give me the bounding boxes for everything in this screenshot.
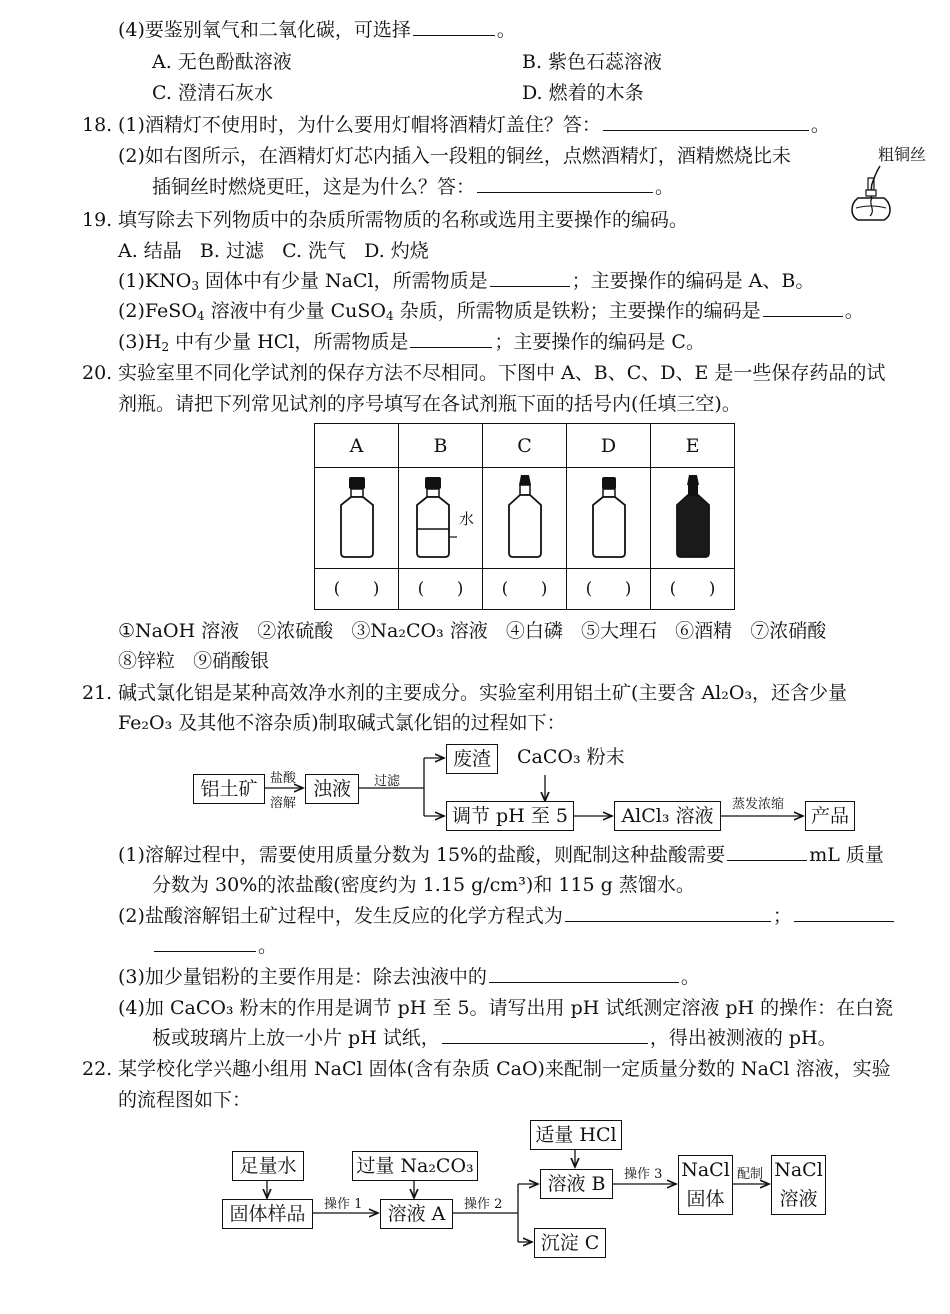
bottle-label: E — [651, 424, 735, 468]
flow-node-turbid: 浊液 — [305, 774, 359, 804]
option-b: B. 紫色石蕊溶液 — [522, 51, 663, 73]
flow-node-product: 产品 — [805, 801, 855, 831]
q19-part3: $(3)H_2$ 中有少量 HCl，所需物质是 ；主要操作的编码是 C。 — [118, 331, 705, 354]
answer-paren[interactable]: ( ) — [567, 569, 651, 610]
option-d: D. 燃着的木条 — [522, 82, 644, 104]
arrow-label-evaporate: 蒸发浓缩 — [732, 797, 785, 812]
arrow-label-prepare: 配制 — [737, 1167, 764, 1182]
flow-node-na2co3: 过量 Na₂CO₃ — [352, 1151, 478, 1181]
question-number: 21. — [82, 682, 113, 704]
arrow-label-acid: 盐酸 — [270, 771, 297, 786]
q21-part3: (3)加少量铝粉的主要作用是：除去浊液中的 。 — [118, 966, 700, 988]
question-number: 19. — [82, 209, 113, 231]
answer-paren[interactable]: ( ) — [483, 569, 567, 610]
bottle-label: C — [483, 424, 567, 468]
flow-node-hcl: 适量 HCl — [530, 1120, 622, 1150]
answer-paren[interactable]: ( ) — [399, 569, 483, 610]
figure-label: 粗铜丝 — [878, 145, 927, 164]
q21-stem-line1: 碱式氯化铝是某种高效净水剂的主要成分。实验室利用铝土矿(主要含 Al₂O₃，还含少量 — [118, 682, 848, 704]
q19-part1: $(1)KNO_3$ 固体中有少量 NaCl，所需物质是 ；主要操作的编码是 A、B。 — [118, 270, 815, 293]
flow-node-precipitate-c: 沉淀 C — [534, 1228, 606, 1258]
bottle-label: D — [567, 424, 651, 468]
arrow-label-op2: 操作 2 — [464, 1197, 503, 1212]
flow-node-ore: 铝土矿 — [193, 774, 265, 804]
q18-part1: (1)酒精灯不使用时，为什么要用灯帽将酒精灯盖住？答： 。 — [118, 114, 830, 136]
q21-part2-line1: (2)盐酸溶解铝土矿过程中，发生反应的化学方程式为 ； — [118, 903, 896, 929]
flow-label-caco3: CaCO₃ 粉末 — [517, 746, 625, 768]
option-a: A. 无色酚酞溶液 — [152, 51, 292, 73]
q21-part4-line1: (4)加 CaCO₃ 粉末的作用是调节 pH 至 5。请写出用 pH 试纸测定溶液 pH 的操作：在白瓷 — [118, 997, 894, 1019]
q17-part4: (4)要鉴别氧气和二氧化碳，可选择 。 — [118, 19, 516, 41]
q18-part2-line1: (2)如右图所示，在酒精灯灯芯内插入一段粗的铜丝，点燃酒精灯，酒精燃烧比未 — [118, 145, 791, 167]
q18-part2-line2: 插铜丝时燃烧更旺，这是为什么？答： 。 — [152, 176, 675, 198]
flow-node-residue: 废渣 — [446, 744, 498, 774]
arrow-label-op1: 操作 1 — [324, 1197, 363, 1212]
q21-part4-line2: 板或玻璃片上放一小片 pH 试纸， ，得出被测液的 pH。 — [152, 1027, 837, 1049]
arrow-label-filter: 过滤 — [374, 774, 401, 789]
reagent-list-line1: ①NaOH 溶液 ②浓硫酸 ③Na₂CO₃ 溶液 ④白磷 ⑤大理石 ⑥酒精 ⑦浓硝酸 — [118, 620, 827, 642]
water-label: 水 — [459, 510, 475, 528]
q21-stem-line2: Fe₂O₃ 及其他不溶杂质)制取碱式氯化铝的过程如下： — [118, 712, 566, 734]
arrow-label-op3: 操作 3 — [624, 1167, 663, 1182]
flow-node-alcl3: AlCl₃ 溶液 — [614, 801, 721, 831]
flow-node-solid-sample: 固体样品 — [222, 1199, 313, 1229]
q20-stem-line1: 实验室里不同化学试剂的保存方法不尽相同。下图中 A、B、C、D、E 是一些保存药品的试 — [118, 362, 886, 384]
flow-node-solution-a: 溶液 A — [380, 1199, 453, 1229]
q21-part1-line2: 分数为 30%的浓盐酸(密度约为 1.15 g/cm³)和 115 g 蒸馏水。 — [152, 874, 695, 896]
answer-paren[interactable]: ( ) — [651, 569, 735, 610]
option-c: C. 澄清石灰水 — [152, 82, 273, 104]
question-number: 20. — [82, 362, 113, 384]
bottle-label: B — [399, 424, 483, 468]
question-number: 22. — [82, 1058, 113, 1080]
question-number: 18. — [82, 114, 113, 136]
q22-stem-line2: 的流程图如下： — [118, 1089, 252, 1111]
q21-part2-line2: 。 — [152, 933, 277, 959]
flow-node-nacl-solid: NaCl 固体 — [678, 1155, 733, 1215]
arrow-label-dissolve: 溶解 — [270, 796, 297, 811]
q22-stem-line1: 某学校化学兴趣小组用 NaCl 固体(含有杂质 CaO)来配制一定质量分数的 NaCl 溶液，实验 — [118, 1058, 891, 1080]
flow-node-solution-b: 溶液 B — [540, 1169, 613, 1199]
q20-stem-line2: 剂瓶。请把下列常见试剂的序号填写在各试剂瓶下面的括号内(任填三空)。 — [118, 393, 741, 415]
flow-node-adjust-ph: 调节 pH 至 5 — [446, 801, 574, 831]
flow-node-water: 足量水 — [232, 1151, 304, 1181]
reagent-list-line2: ⑧锌粒 ⑨硝酸银 — [118, 650, 270, 672]
q19-options: A. 结晶 B. 过滤 C. 洗气 D. 灼烧 — [118, 240, 429, 262]
q19-part2: (2)FeSO$_4$ 溶液中有少量 CuSO$_4$ 杂质，所需物质是铁粉；主要操作的编码是 。 — [118, 300, 864, 323]
answer-paren[interactable]: ( ) — [315, 569, 399, 610]
bottle-label: A — [315, 424, 399, 468]
flow-node-nacl-solution: NaCl 溶液 — [771, 1155, 826, 1215]
q19-stem: 填写除去下列物质中的杂质所需物质的名称或选用主要操作的编码。 — [118, 209, 689, 231]
q21-part1-line1: (1)溶解过程中，需要使用质量分数为 15%的盐酸，则配制这种盐酸需要 mL 质量 — [118, 844, 884, 866]
